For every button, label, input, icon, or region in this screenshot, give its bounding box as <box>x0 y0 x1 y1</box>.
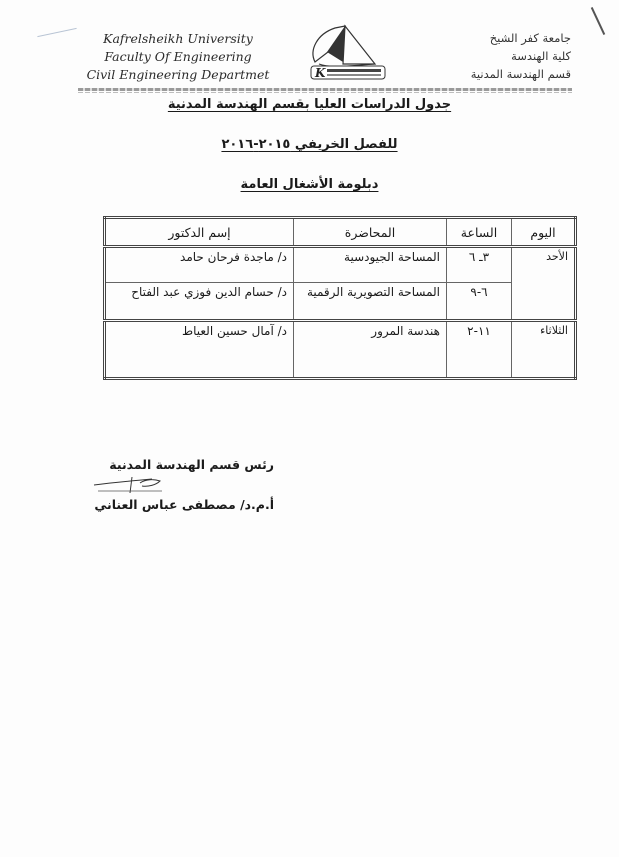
header-doctor: إسم الدكتور <box>105 218 294 247</box>
header-divider <box>78 88 572 91</box>
table-row <box>105 283 576 321</box>
signature-title: رئس قسم الهندسة المدنية <box>109 457 274 472</box>
time-cell: ٦-٩ <box>447 283 512 321</box>
university-name-en: Kafrelsheikh University <box>103 31 253 46</box>
faculty-name-en: Faculty Of Engineering <box>104 49 252 64</box>
day-cell: الأحد <box>512 247 576 321</box>
main-title: جدول الدراسات العليا بقسم الهندسة المدنية <box>167 97 452 112</box>
table-header-row <box>105 218 576 247</box>
faculty-name-ar: كلية الهندسة <box>511 49 571 63</box>
header-day: اليوم <box>512 218 576 247</box>
handwritten-signature-icon <box>90 473 170 495</box>
lecture-cell: المساحة التصويرية الرقمية <box>294 283 447 321</box>
scan-artifact-line <box>37 28 76 37</box>
arabic-letterhead <box>411 29 571 83</box>
doctor-cell: د/ ماجدة فرحان حامد <box>105 247 294 283</box>
doctor-cell: د/ آمال حسين العياط <box>105 321 294 379</box>
university-name-ar: جامعة كفر الشيخ <box>489 31 571 45</box>
time-cell: ٣ـ ٦ <box>447 247 512 283</box>
university-logo-icon <box>305 22 389 82</box>
table-row <box>105 247 576 283</box>
signatory-name: أ.م.د/ مصطفى عباس العناني <box>94 497 274 512</box>
semester-title: للفصل الخريفي ٢٠١٥-٢٠١٦ <box>221 137 398 152</box>
department-name-en: Civil Engineering Departmet <box>86 67 270 82</box>
english-letterhead <box>78 30 278 84</box>
time-cell: ١١-٢ <box>447 321 512 379</box>
doctor-cell: د/ حسام الدين فوزي عبد الفتاح <box>105 283 294 321</box>
lecture-cell: المساحة الجيودسية <box>294 247 447 283</box>
table-row <box>105 321 576 379</box>
header-time: الساعة <box>447 218 512 247</box>
lecture-cell: هندسة المرور <box>294 321 447 379</box>
schedule-table <box>103 216 577 380</box>
svg-text:K: K <box>315 66 326 80</box>
header-divider-secondary <box>78 92 572 93</box>
day-cell: الثلاثاء <box>512 321 576 379</box>
scan-artifact-slash <box>591 7 605 35</box>
program-title: دبلومة الأشغال العامة <box>240 177 379 192</box>
department-name-ar: قسم الهندسة المدنية <box>470 67 571 81</box>
header-lecture: المحاضرة <box>294 218 447 247</box>
